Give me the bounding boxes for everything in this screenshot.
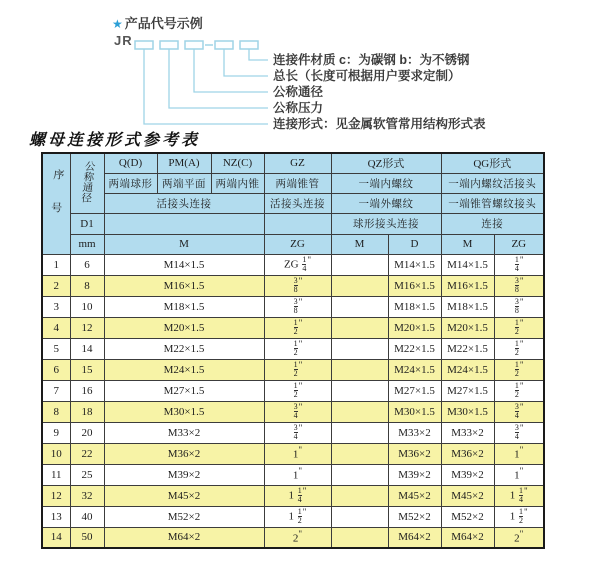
qz-d-cell: M64×2 (388, 527, 441, 548)
qz-m-cell (331, 359, 388, 380)
qz-m-cell (331, 338, 388, 359)
table-row (42, 359, 544, 380)
diagram-label-length: 总长（长度可根据用户要求定制） (273, 69, 461, 83)
table-header (42, 153, 544, 254)
header-col-gz: GZ (264, 153, 331, 173)
qg-m-cell: M36×2 (441, 443, 494, 464)
diagram-label-material: 连接件材质 c：为碳钢 b：为不锈钢 (273, 53, 470, 67)
qz-d-cell: M20×1.5 (388, 317, 441, 338)
qg-zg-cell: 1 $\frac{1}{2}$ " (494, 506, 544, 527)
m-thread-cell: M27×1.5 (104, 380, 264, 401)
seq-cell: 5 (42, 338, 70, 359)
qg-m-cell: M22×1.5 (441, 338, 494, 359)
qg-zg-cell: $\frac{1}{4}$ " (494, 254, 544, 275)
header-qz-d-label: D (388, 234, 441, 254)
m-thread-cell: M33×2 (104, 422, 264, 443)
seq-cell: 10 (42, 443, 70, 464)
qz-m-cell (331, 296, 388, 317)
seq-cell: 4 (42, 317, 70, 338)
header-union-joint: 活接头连接 (104, 193, 264, 213)
qz-d-cell: M39×2 (388, 464, 441, 485)
qg-zg-cell: 1" (494, 464, 544, 485)
table-row (42, 338, 544, 359)
qz-m-cell (331, 506, 388, 527)
header-qg-conn: 连接 (441, 213, 544, 234)
gz-thread-cell: 1" (264, 443, 331, 464)
gz-thread-cell: $\frac{3}{4}$ " (264, 422, 331, 443)
seq-cell: 7 (42, 380, 70, 401)
m-thread-cell: M14×1.5 (104, 254, 264, 275)
seq-cell: 6 (42, 359, 70, 380)
qz-d-cell: M36×2 (388, 443, 441, 464)
header-qz-m-label: M (331, 234, 388, 254)
header-seq: 序号 (42, 153, 70, 254)
dn-cell: 14 (70, 338, 104, 359)
product-code-heading-text: 产品代号示例 (124, 16, 203, 31)
m-thread-cell: M22×1.5 (104, 338, 264, 359)
m-thread-cell: M52×2 (104, 506, 264, 527)
header-gz-sub: 两端锥管 (264, 173, 331, 193)
qz-d-cell: M33×2 (388, 422, 441, 443)
seq-cell: 1 (42, 254, 70, 275)
dn-cell: 22 (70, 443, 104, 464)
qz-m-cell (331, 443, 388, 464)
header-qz-outer: 一端外螺纹 (331, 193, 441, 213)
table-row (42, 506, 544, 527)
code-box (215, 41, 233, 49)
qg-zg-cell: $\frac{3}{8}$ " (494, 296, 544, 317)
table-row (42, 485, 544, 506)
qz-m-cell (331, 485, 388, 506)
qg-zg-cell: $\frac{1}{2}$ " (494, 380, 544, 401)
diagram-label-diameter: 公称通径 (273, 85, 324, 99)
gz-thread-cell: ZG $\frac{1}{4}$ " (264, 254, 331, 275)
qz-m-cell (331, 464, 388, 485)
header-col-qg: QG形式 (441, 153, 544, 173)
header-qg-inner: 一端内螺纹活接头 (441, 173, 544, 193)
seq-cell: 2 (42, 275, 70, 296)
gz-thread-cell: $\frac{3}{8}$ " (264, 275, 331, 296)
qg-m-cell: M52×2 (441, 506, 494, 527)
table-row (42, 296, 544, 317)
header-qg-zg-label: ZG (494, 234, 544, 254)
seq-cell: 14 (42, 527, 70, 548)
qg-m-cell: M64×2 (441, 527, 494, 548)
m-thread-cell: M24×1.5 (104, 359, 264, 380)
qg-zg-cell: $\frac{3}{8}$ " (494, 275, 544, 296)
qg-m-cell: M16×1.5 (441, 275, 494, 296)
gz-thread-cell: 1 $\frac{1}{4}$ " (264, 485, 331, 506)
qg-zg-cell: $\frac{3}{4}$ " (494, 401, 544, 422)
product-code-prefix: JR (114, 33, 133, 48)
m-thread-cell: M39×2 (104, 464, 264, 485)
seq-cell: 12 (42, 485, 70, 506)
gz-thread-cell: $\frac{1}{2}$ " (264, 338, 331, 359)
qz-m-cell (331, 380, 388, 401)
table-row (42, 380, 544, 401)
header-nz-sub: 两端内锥 (211, 173, 264, 193)
qg-zg-cell: $\frac{1}{2}$ " (494, 317, 544, 338)
header-qg-m-label: M (441, 234, 494, 254)
code-box (160, 41, 178, 49)
m-thread-cell: M18×1.5 (104, 296, 264, 317)
gz-thread-cell: 1 $\frac{1}{2}$ " (264, 506, 331, 527)
nut-connection-table (41, 152, 545, 549)
qg-m-cell: M33×2 (441, 422, 494, 443)
m-thread-cell: M64×2 (104, 527, 264, 548)
diagram-label-pressure: 公称压力 (273, 101, 324, 115)
qg-m-cell: M39×2 (441, 464, 494, 485)
qg-zg-cell: 1" (494, 443, 544, 464)
table-row (42, 443, 544, 464)
code-box (240, 41, 258, 49)
header-col-nz: NZ(C) (211, 153, 264, 173)
star-icon: ★ (112, 17, 123, 31)
qg-m-cell: M24×1.5 (441, 359, 494, 380)
table-row (42, 317, 544, 338)
seq-cell: 11 (42, 464, 70, 485)
connector-line (224, 49, 268, 76)
table-row (42, 401, 544, 422)
m-thread-cell: M36×2 (104, 443, 264, 464)
blank-cell (104, 213, 264, 234)
m-thread-cell: M30×1.5 (104, 401, 264, 422)
gz-thread-cell: $\frac{3}{4}$ " (264, 401, 331, 422)
dn-cell: 16 (70, 380, 104, 401)
dn-cell: 40 (70, 506, 104, 527)
dn-cell: 10 (70, 296, 104, 317)
qg-zg-cell: $\frac{3}{4}$ " (494, 422, 544, 443)
blank-cell (264, 213, 331, 234)
qz-d-cell: M18×1.5 (388, 296, 441, 317)
qz-m-cell (331, 254, 388, 275)
header-qg-taper: 一端锥管螺纹接头 (441, 193, 544, 213)
header-col-pm: PM(A) (157, 153, 211, 173)
seq-cell: 8 (42, 401, 70, 422)
qz-m-cell (331, 527, 388, 548)
seq-cell: 9 (42, 422, 70, 443)
table-body (42, 254, 544, 548)
table-row (42, 422, 544, 443)
qg-zg-cell: $\frac{1}{2}$ " (494, 338, 544, 359)
dn-cell: 50 (70, 527, 104, 548)
connector-line (169, 49, 268, 108)
qg-m-cell: M27×1.5 (441, 380, 494, 401)
seq-cell: 3 (42, 296, 70, 317)
header-pm-sub: 两端平面 (157, 173, 211, 193)
qg-m-cell: M18×1.5 (441, 296, 494, 317)
header-gz-conn: 活接头连接 (264, 193, 331, 213)
qz-m-cell (331, 317, 388, 338)
header-col-qz: QZ形式 (331, 153, 441, 173)
qz-d-cell: M30×1.5 (388, 401, 441, 422)
header-unit: mm (70, 234, 104, 254)
qg-m-cell: M45×2 (441, 485, 494, 506)
dn-cell: 8 (70, 275, 104, 296)
connector-line (249, 49, 268, 60)
code-box (185, 41, 203, 49)
dn-cell: 32 (70, 485, 104, 506)
table-title: 螺母连接形式参考表 (29, 132, 201, 149)
header-qz-inner: 一端内螺纹 (331, 173, 441, 193)
m-thread-cell: M45×2 (104, 485, 264, 506)
qz-m-cell (331, 275, 388, 296)
qz-d-cell: M14×1.5 (388, 254, 441, 275)
dn-cell: 18 (70, 401, 104, 422)
qz-d-cell: M45×2 (388, 485, 441, 506)
dn-cell: 15 (70, 359, 104, 380)
gz-thread-cell: $\frac{1}{2}$ " (264, 359, 331, 380)
header-qz-conn: 球形接头连接 (331, 213, 441, 234)
qg-zg-cell: $\frac{1}{2}$ " (494, 359, 544, 380)
header-col-q: Q(D) (104, 153, 157, 173)
dn-cell: 12 (70, 317, 104, 338)
header-nominal-diameter: 公称通径 (70, 153, 104, 213)
table-row (42, 464, 544, 485)
qz-d-cell: M22×1.5 (388, 338, 441, 359)
header-m-label: M (104, 234, 264, 254)
dn-cell: 25 (70, 464, 104, 485)
gz-thread-cell: 1" (264, 464, 331, 485)
qz-d-cell: M52×2 (388, 506, 441, 527)
diagram-label-connection: 连接形式：见金属软管常用结构形式表 (273, 117, 486, 131)
table-row (42, 254, 544, 275)
connector-line (194, 49, 268, 92)
dn-cell: 20 (70, 422, 104, 443)
seq-cell: 13 (42, 506, 70, 527)
qz-d-cell: M16×1.5 (388, 275, 441, 296)
qz-m-cell (331, 401, 388, 422)
qz-d-cell: M24×1.5 (388, 359, 441, 380)
table-row (42, 527, 544, 548)
qg-zg-cell: 1 $\frac{1}{4}$ " (494, 485, 544, 506)
table-row (42, 275, 544, 296)
qg-zg-cell: 2" (494, 527, 544, 548)
header-d1: D1 (70, 213, 104, 234)
m-thread-cell: M20×1.5 (104, 317, 264, 338)
gz-thread-cell: 2" (264, 527, 331, 548)
m-thread-cell: M16×1.5 (104, 275, 264, 296)
qg-m-cell: M14×1.5 (441, 254, 494, 275)
gz-thread-cell: $\frac{3}{8}$ " (264, 296, 331, 317)
header-q-sub: 两端球形 (104, 173, 157, 193)
gz-thread-cell: $\frac{1}{2}$ " (264, 380, 331, 401)
gz-thread-cell: $\frac{1}{2}$ " (264, 317, 331, 338)
qg-m-cell: M30×1.5 (441, 401, 494, 422)
qz-d-cell: M27×1.5 (388, 380, 441, 401)
header-zg-label: ZG (264, 234, 331, 254)
dn-cell: 6 (70, 254, 104, 275)
qz-m-cell (331, 422, 388, 443)
code-box (135, 41, 153, 49)
qg-m-cell: M20×1.5 (441, 317, 494, 338)
